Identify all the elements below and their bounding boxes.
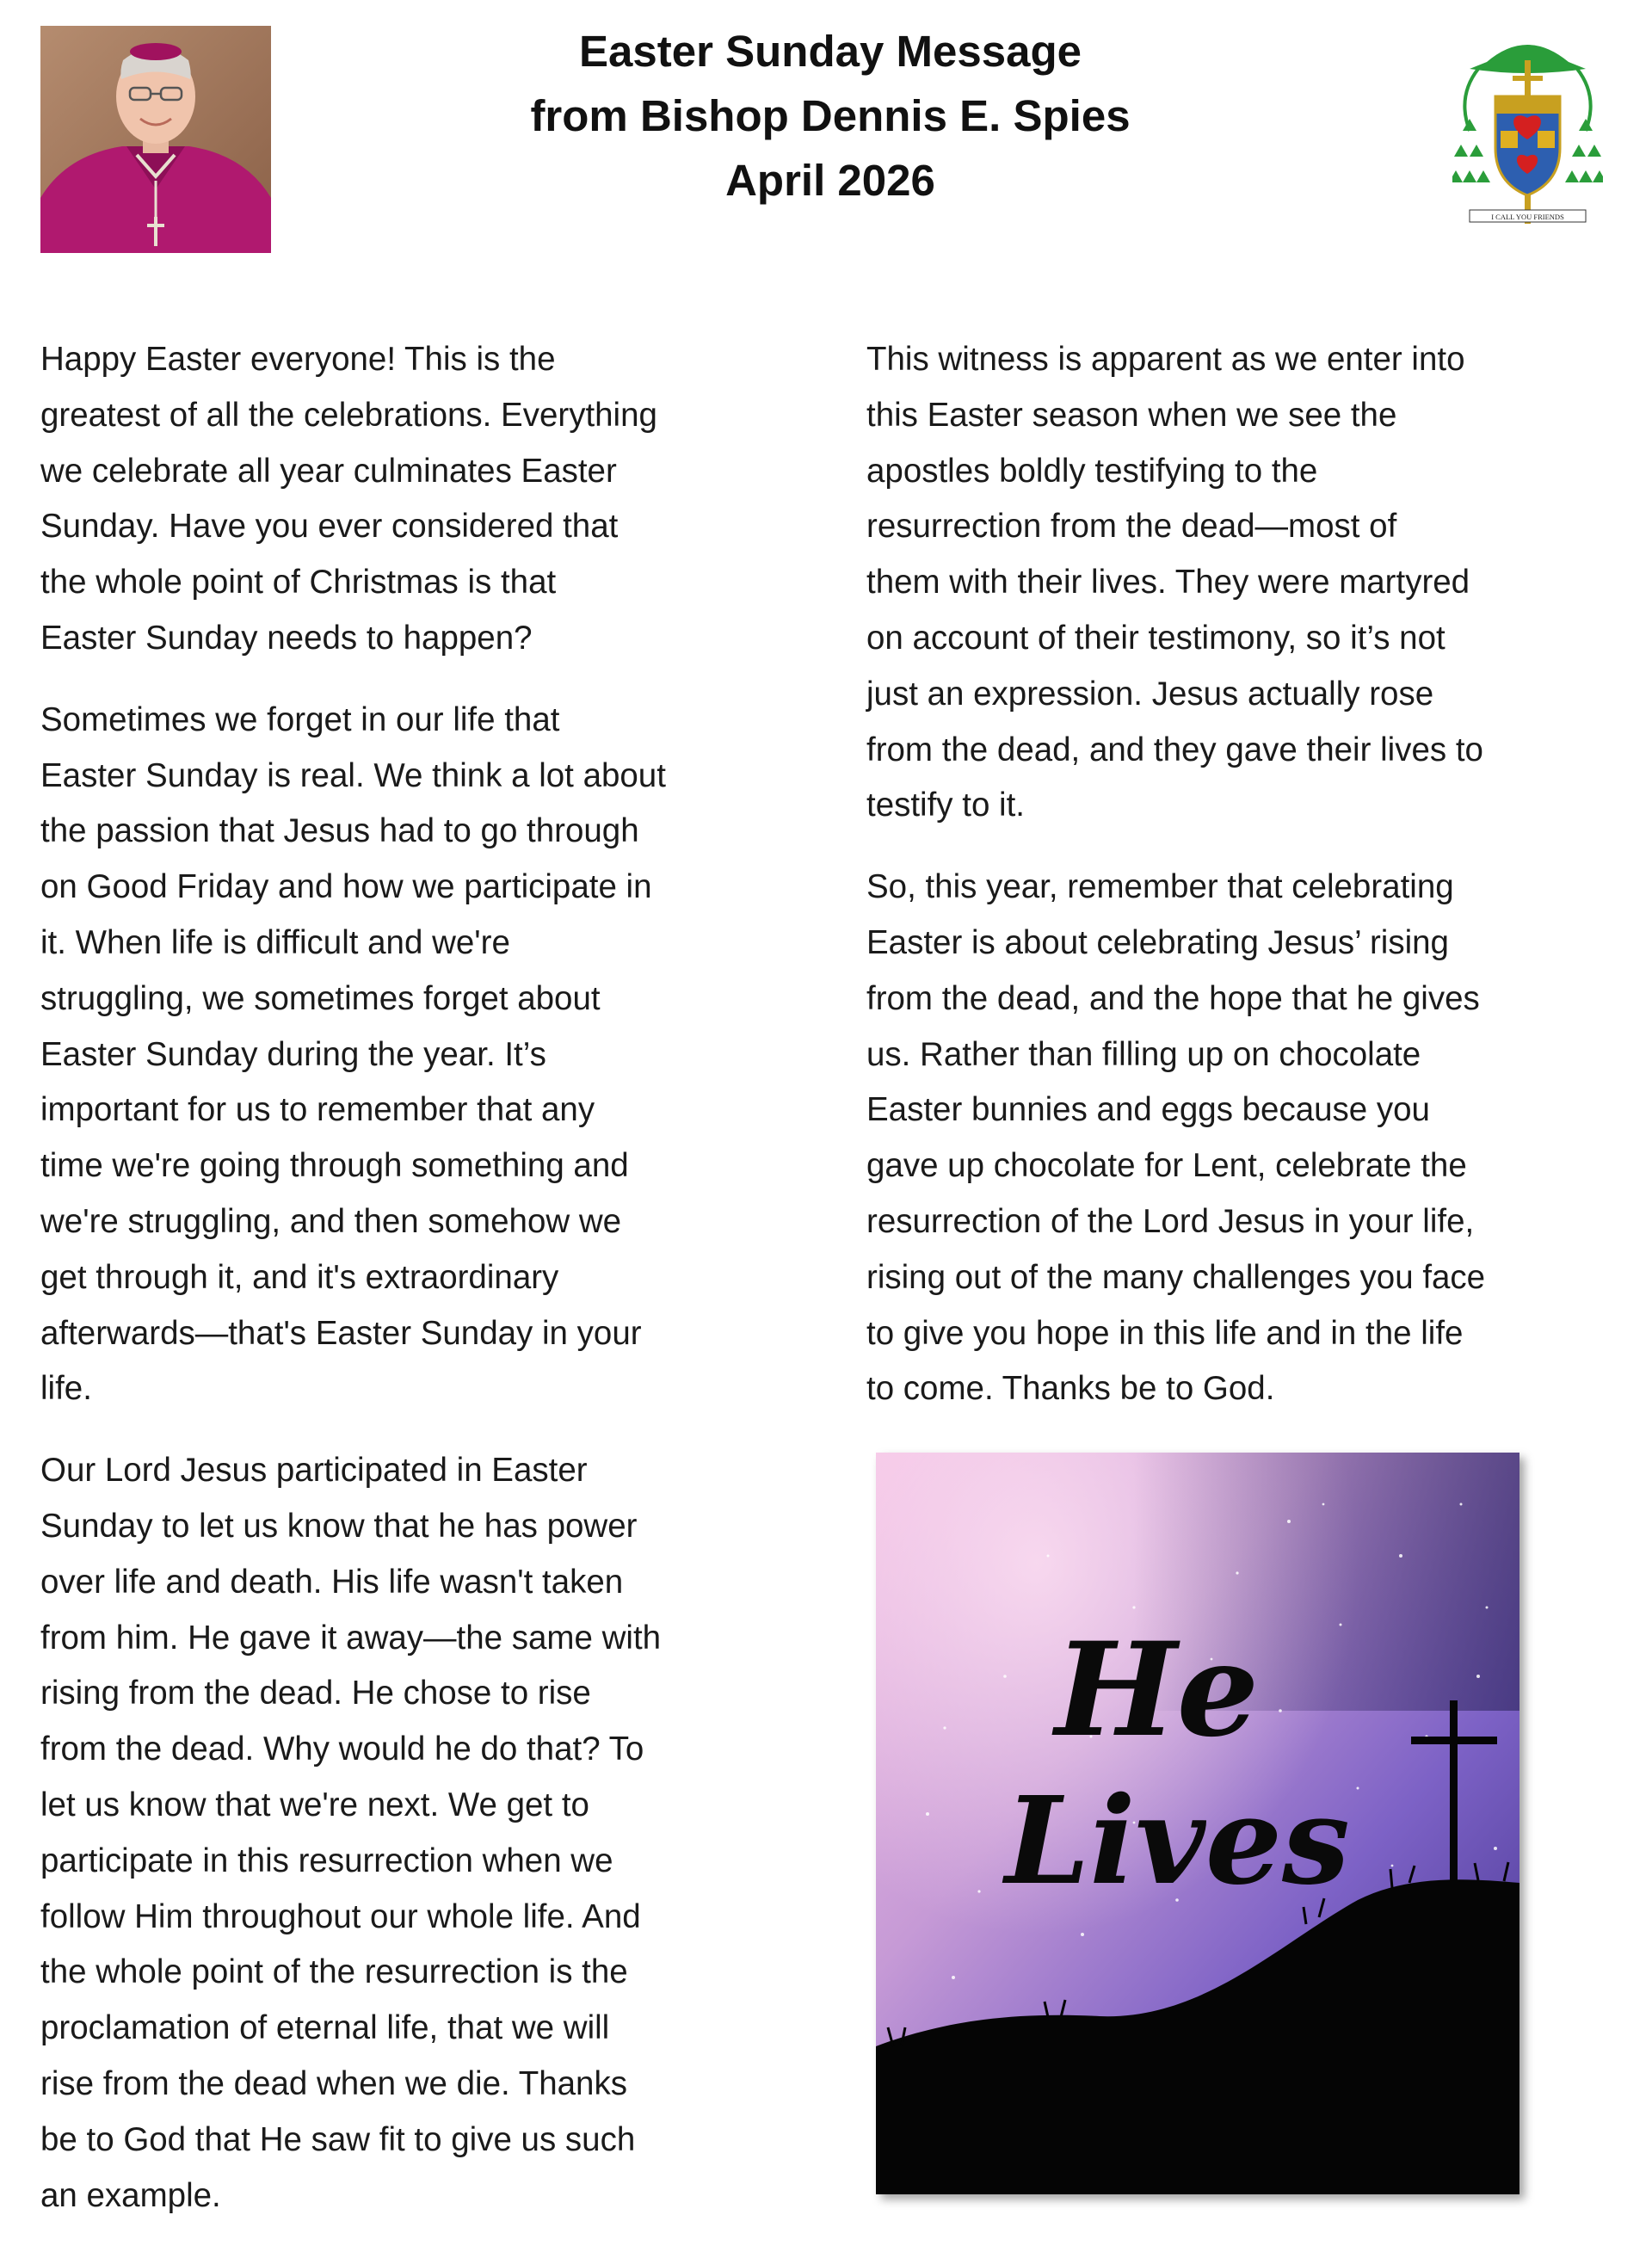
text-line: from the dead. Why would he do that? To (40, 1731, 644, 1768)
text-line: rising from the dead. He chose to rise (40, 1675, 591, 1712)
text-line: So, this year, remember that celebrating (866, 868, 1454, 906)
text-line: to come. Thanks be to God. (866, 1370, 1275, 1408)
he-lives-poster (876, 1453, 1519, 2194)
bishop-portrait (40, 26, 271, 253)
text-line: Easter Sunday during the year. It’s (40, 1035, 546, 1073)
text-line: the whole point of Christmas is that (40, 564, 557, 602)
text-line: Easter is about celebrating Jesus’ rising (866, 923, 1449, 961)
text-line: afterwards—that's Easter Sunday in your (40, 1314, 642, 1352)
text-line: we celebrate all year culminates Easter (40, 452, 617, 490)
text-line: let us know that we're next. We get to (40, 1786, 589, 1823)
text-line: over life and death. His life wasn't taken (40, 1563, 624, 1601)
paragraph (866, 332, 1624, 834)
text-line: on account of their testimony, so it’s not (866, 619, 1446, 657)
page-title (379, 19, 1282, 213)
text-line: us. Rather than filling up on chocolate (866, 1035, 1421, 1073)
title-line: April 2026 (725, 156, 935, 205)
text-line: participate in this resurrection when we (40, 1842, 613, 1879)
text-line: Happy Easter everyone! This is the (40, 341, 556, 378)
text-line: the whole point of the resurrection is the (40, 1953, 628, 1991)
poster-title-lives: Lives (1005, 1771, 1350, 1912)
text-line: this Easter season when we see the (866, 396, 1397, 434)
text-line: follow Him throughout our whole life. And (40, 1897, 641, 1935)
paragraph (866, 860, 1624, 1417)
text-line: to give you hope in this life and in the life (866, 1314, 1464, 1352)
text-line: Sunday to let us know that he has power (40, 1507, 638, 1545)
text-line: on Good Friday and how we participate in (40, 868, 652, 906)
text-line: from the dead, and they gave their lives to (866, 731, 1483, 768)
text-line: testify to it. (866, 787, 1026, 824)
text-line: rising out of the many challenges you face (866, 1258, 1486, 1296)
left-column (40, 332, 798, 2249)
text-line: struggling, we sometimes forget about (40, 979, 601, 1017)
text-line: apostles boldly testifying to the (866, 452, 1318, 490)
text-line: Easter Sunday is real. We think a lot about (40, 756, 666, 794)
text-line: the passion that Jesus had to go through (40, 812, 639, 850)
text-line: from him. He gave it away—the same with (40, 1619, 662, 1657)
text-line: from the dead, and the hope that he gives (866, 979, 1480, 1017)
text-line: it. When life is difficult and we're (40, 923, 510, 961)
text-line: important for us to remember that any (40, 1091, 595, 1129)
text-line: Our Lord Jesus participated in Easter (40, 1452, 588, 1490)
text-line: we're struggling, and then somehow we (40, 1202, 622, 1240)
text-line: Sometimes we forget in our life that (40, 700, 560, 738)
text-line: rise from the dead when we die. Thanks (40, 2064, 627, 2102)
text-line: gave up chocolate for Lent, celebrate the (866, 1147, 1467, 1185)
text-line: proclamation of eternal life, that we will (40, 2009, 610, 2047)
text-line: Easter Sunday needs to happen? (40, 619, 533, 657)
paragraph (40, 332, 798, 667)
coat-of-arms (1452, 28, 1603, 234)
text-line: time we're going through something and (40, 1147, 629, 1185)
text-line: be to God that He saw fit to give us such (40, 2120, 636, 2158)
text-line: just an expression. Jesus actually rose (866, 675, 1434, 713)
right-column (866, 332, 1624, 1443)
text-line: them with their lives. They were martyred (866, 564, 1470, 602)
paragraph (40, 693, 798, 1417)
text-line: resurrection from the dead—most of (866, 508, 1397, 546)
text-line: get through it, and it's extraordinary (40, 1258, 559, 1296)
text-line: an example. (40, 2176, 221, 2214)
text-line: resurrection of the Lord Jesus in your life, (866, 1202, 1475, 1240)
text-line: greatest of all the celebrations. Everything (40, 396, 657, 434)
crest-motto: I CALL YOU FRIENDS (1491, 213, 1564, 221)
text-line: Easter bunnies and eggs because you (866, 1091, 1430, 1129)
text-line: Sunday. Have you ever considered that (40, 508, 619, 546)
coat-of-arms-icon (1452, 28, 1603, 234)
text-line: This witness is apparent as we enter into (866, 341, 1465, 378)
poster-title-he: He (1055, 1614, 1260, 1766)
title-line: from Bishop Dennis E. Spies (530, 91, 1131, 140)
text-line: life. (40, 1370, 92, 1408)
paragraph (40, 1443, 798, 2224)
title-line: Easter Sunday Message (579, 27, 1082, 76)
